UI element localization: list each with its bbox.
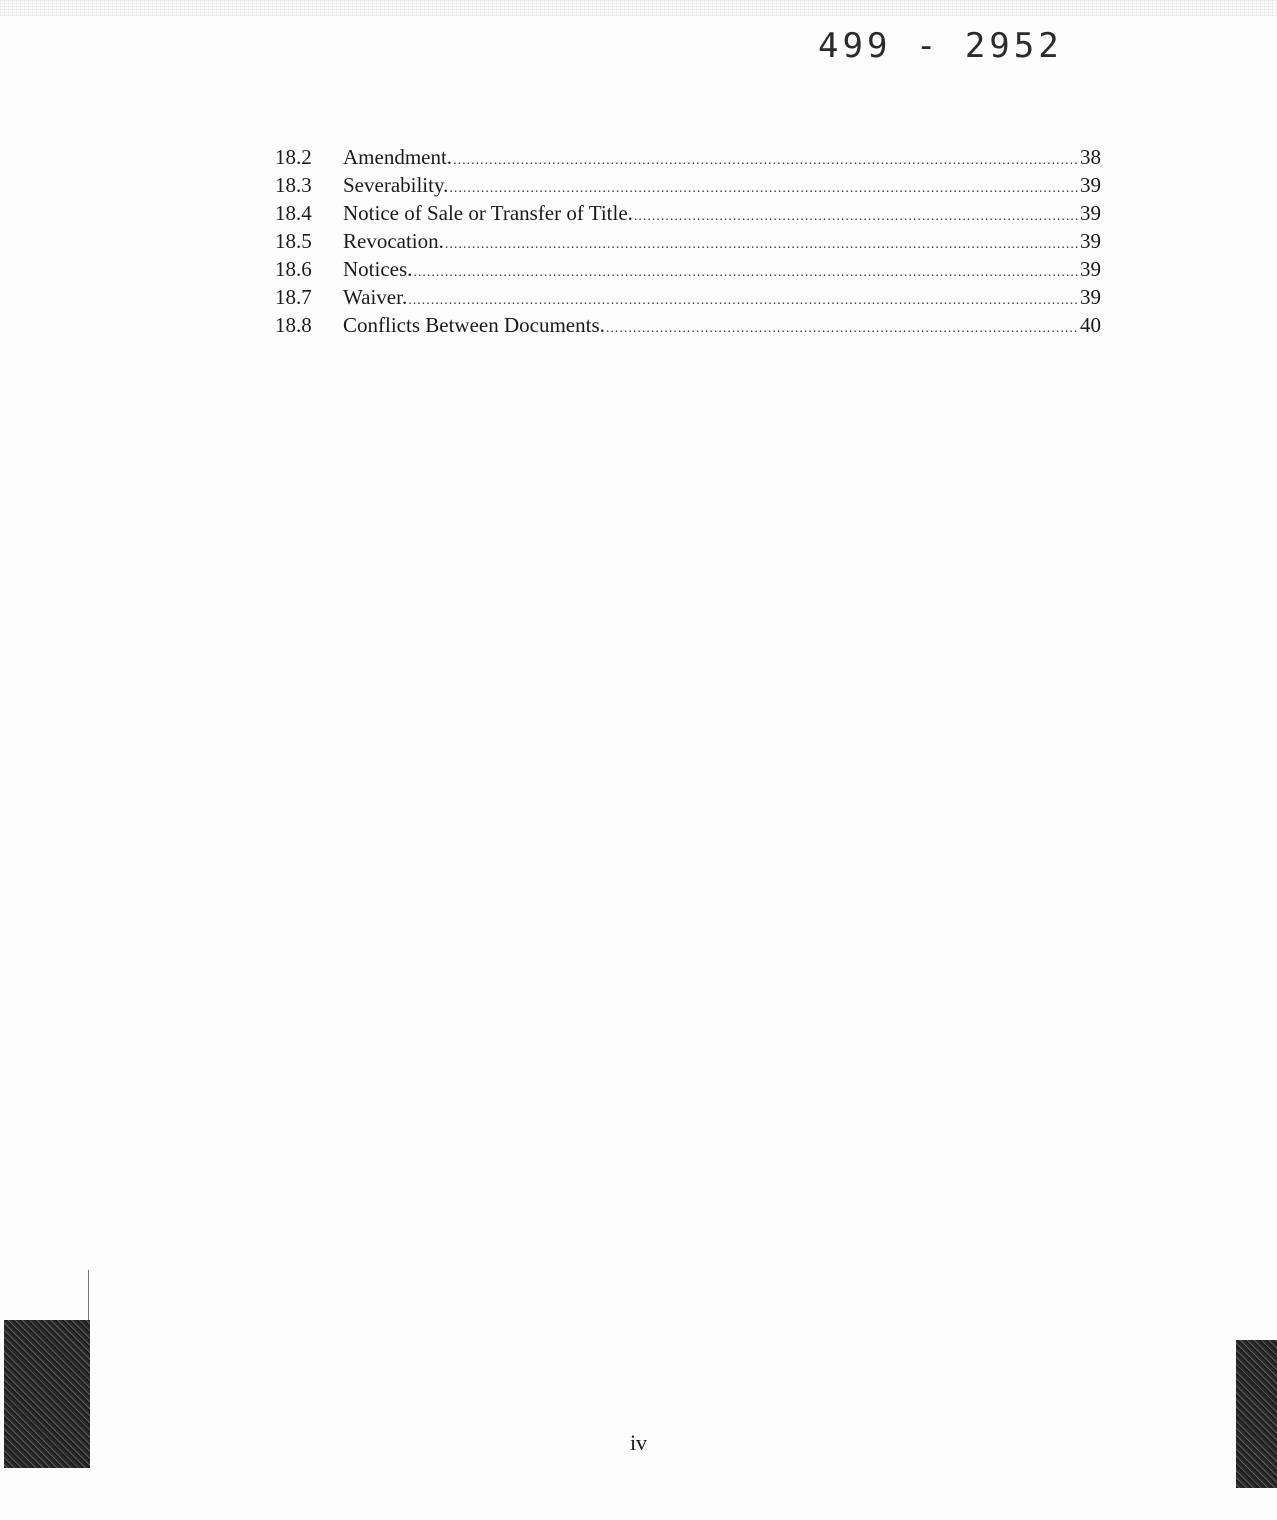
toc-page-number: 39: [1080, 285, 1101, 309]
toc-leader-dots: [453, 147, 1079, 175]
toc-section-title: Notice of Sale or Transfer of Title.: [343, 201, 633, 225]
toc-row: [275, 199, 1101, 227]
toc-page-number: 40: [1080, 313, 1101, 337]
toc-section-number: 18.2: [275, 145, 312, 169]
toc-row: [275, 311, 1101, 339]
toc-section-number: 18.8: [275, 313, 312, 337]
toc-page-number: 39: [1080, 257, 1101, 281]
toc-section-number: 18.5: [275, 229, 312, 253]
toc-section-number: 18.3: [275, 173, 312, 197]
toc-section-title: Revocation.: [343, 229, 444, 253]
scan-edge-line: [88, 1270, 89, 1325]
toc-row: [275, 255, 1101, 283]
toc-row: [275, 227, 1101, 255]
toc-page-number: 38: [1080, 145, 1101, 169]
table-of-contents: [275, 143, 1101, 339]
toc-section-title: Notices.: [343, 257, 413, 281]
footer-page-number: iv: [629, 1430, 648, 1455]
toc-section-title: Severability.: [343, 173, 449, 197]
toc-section-title: Amendment.: [343, 145, 453, 169]
toc-page-number: 39: [1080, 229, 1101, 253]
toc-section-number: 18.4: [275, 201, 312, 225]
scan-artifact-right: [1236, 1340, 1277, 1488]
toc-leader-dots: [445, 231, 1079, 259]
toc-row: [275, 171, 1101, 199]
toc-leader-dots: [606, 315, 1079, 343]
document-stamp-number: 499 - 2952: [818, 26, 1063, 66]
toc-section-number: 18.7: [275, 285, 312, 309]
toc-row: [275, 143, 1101, 171]
toc-section-title: Waiver.: [343, 285, 408, 309]
toc-leader-dots: [413, 259, 1079, 287]
toc-leader-dots: [634, 203, 1079, 231]
toc-row: [275, 283, 1101, 311]
scan-artifact-left: [4, 1320, 90, 1468]
toc-page-number: 39: [1080, 173, 1101, 197]
toc-page-number: 39: [1080, 201, 1101, 225]
toc-section-number: 18.6: [275, 257, 312, 281]
scan-edge-noise: [0, 0, 1277, 16]
toc-section-title: Conflicts Between Documents.: [343, 313, 605, 337]
